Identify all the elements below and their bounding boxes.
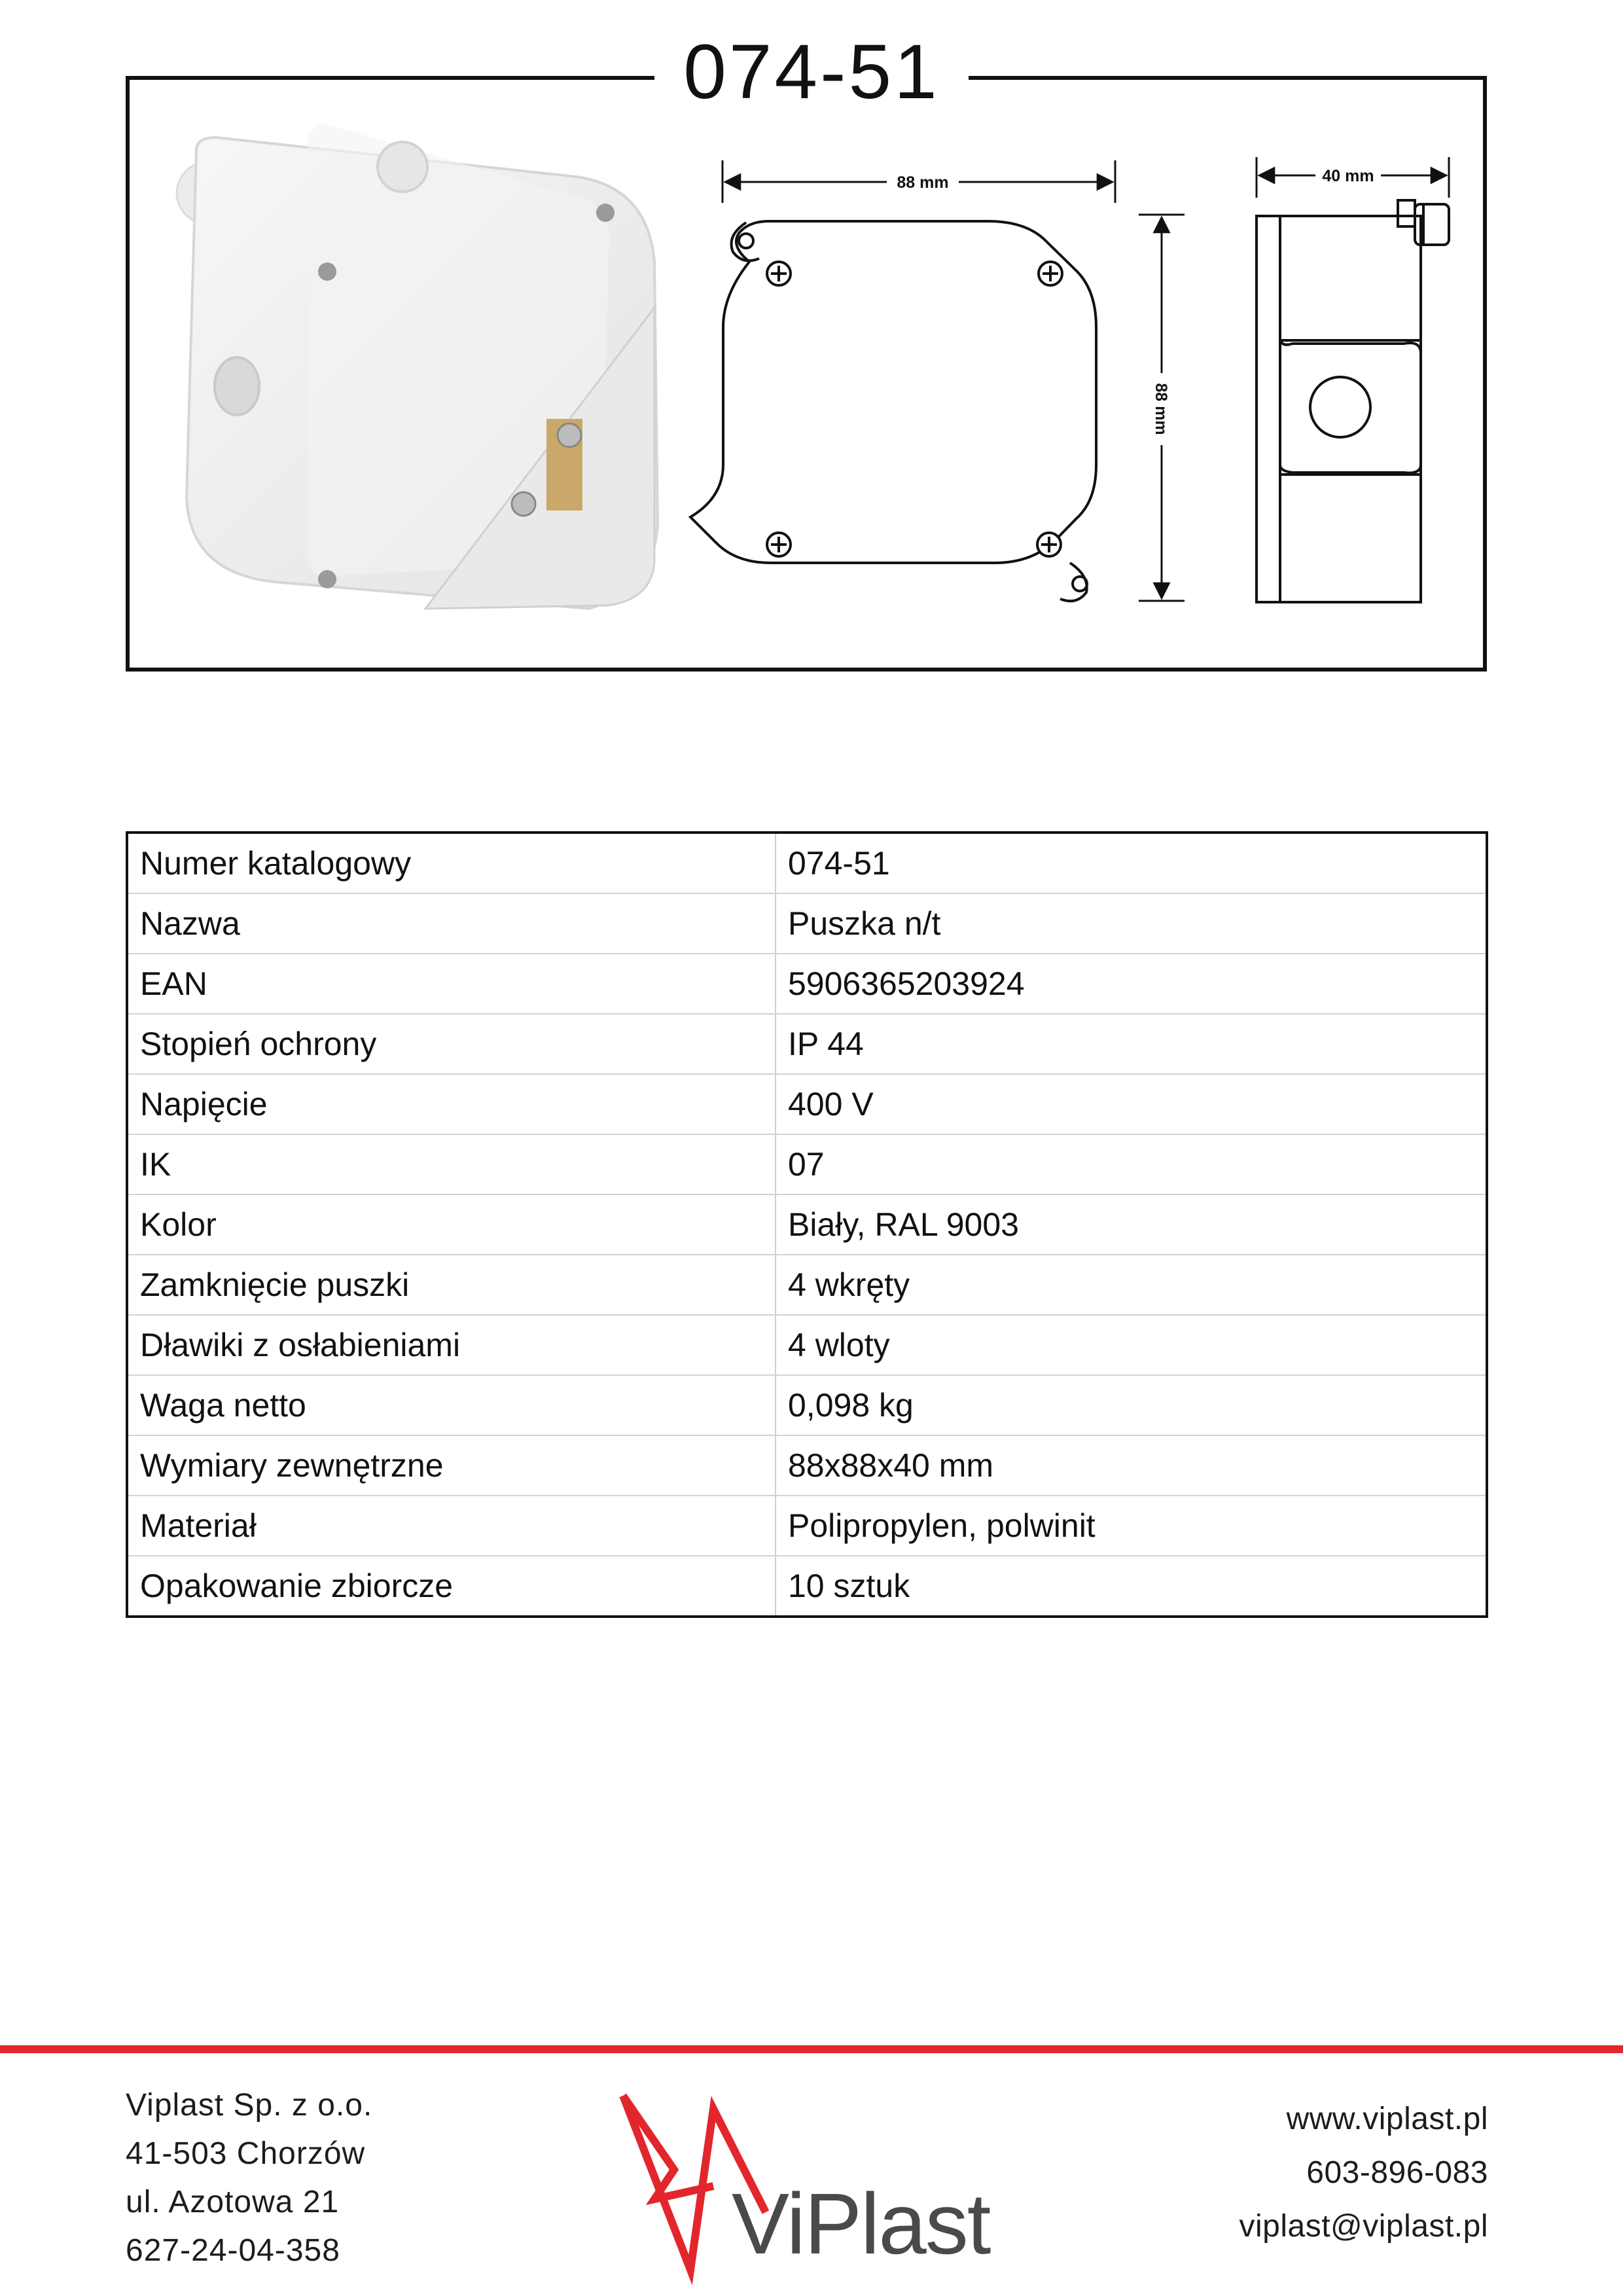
spec-value: 4 wkręty <box>776 1255 1487 1315</box>
spec-label: Napięcie <box>127 1074 776 1134</box>
width-label: 88 mm <box>897 173 949 192</box>
spec-label: Stopień ochrony <box>127 1014 776 1074</box>
spec-value: 074-51 <box>776 833 1487 893</box>
footer-accent-line <box>0 2045 1623 2053</box>
table-row <box>127 1556 1487 1617</box>
website-link[interactable]: www.viplast.pl <box>1286 2102 1488 2136</box>
company-street: ul. Azotowa 21 <box>126 2185 340 2219</box>
product-figures <box>0 0 1623 681</box>
logo-text: ViPlast <box>732 2176 990 2272</box>
spec-label: Kolor <box>127 1194 776 1255</box>
spec-label: Waga netto <box>127 1375 776 1435</box>
spec-value: 5906365203924 <box>776 954 1487 1014</box>
spec-value: IP 44 <box>776 1014 1487 1074</box>
spec-value: 07 <box>776 1134 1487 1194</box>
spec-label: EAN <box>127 954 776 1014</box>
spec-value: 400 V <box>776 1074 1487 1134</box>
table-row <box>127 1375 1487 1435</box>
spec-label: Zamknięcie puszki <box>127 1255 776 1315</box>
company-city: 41-503 Chorzów <box>126 2136 366 2171</box>
page-title: 074-51 <box>654 26 969 118</box>
side-view-drawing <box>1257 200 1449 602</box>
spec-value: 0,098 kg <box>776 1375 1487 1435</box>
product-photo <box>177 124 658 609</box>
table-row <box>127 1014 1487 1074</box>
spec-label: Dławiki z osłabieniami <box>127 1315 776 1375</box>
spec-label: IK <box>127 1134 776 1194</box>
table-row <box>127 1074 1487 1134</box>
front-view-screws <box>767 262 1062 556</box>
email-link[interactable]: viplast@viplast.pl <box>1239 2209 1488 2244</box>
specification-table <box>126 831 1488 1618</box>
table-row <box>127 1315 1487 1375</box>
spec-value: Biały, RAL 9003 <box>776 1194 1487 1255</box>
spec-label: Opakowanie zbiorcze <box>127 1556 776 1617</box>
spec-value: Polipropylen, polwinit <box>776 1496 1487 1556</box>
company-address <box>126 2081 372 2275</box>
height-label: 88 mm <box>1152 383 1170 435</box>
spec-label: Wymiary zewnętrzne <box>127 1435 776 1496</box>
table-row <box>127 1435 1487 1496</box>
spec-label: Numer katalogowy <box>127 833 776 893</box>
spec-value: 10 sztuk <box>776 1556 1487 1617</box>
table-row <box>127 954 1487 1014</box>
table-row <box>127 1496 1487 1556</box>
front-view-drawing <box>690 221 1096 601</box>
spec-value: 4 wloty <box>776 1315 1487 1375</box>
spec-label: Nazwa <box>127 893 776 954</box>
spec-value: Puszka n/t <box>776 893 1487 954</box>
depth-label: 40 mm <box>1322 167 1374 185</box>
spec-value: 88x88x40 mm <box>776 1435 1487 1496</box>
table-row <box>127 1255 1487 1315</box>
table-row <box>127 833 1487 893</box>
spec-label: Materiał <box>127 1496 776 1556</box>
table-row <box>127 1134 1487 1194</box>
company-contact <box>1239 2092 1488 2253</box>
phone-number: 603-896-083 <box>1306 2155 1488 2190</box>
company-nip: 627-24-04-358 <box>126 2233 340 2268</box>
table-row <box>127 893 1487 954</box>
table-row <box>127 1194 1487 1255</box>
company-name: Viplast Sp. z o.o. <box>126 2088 373 2123</box>
